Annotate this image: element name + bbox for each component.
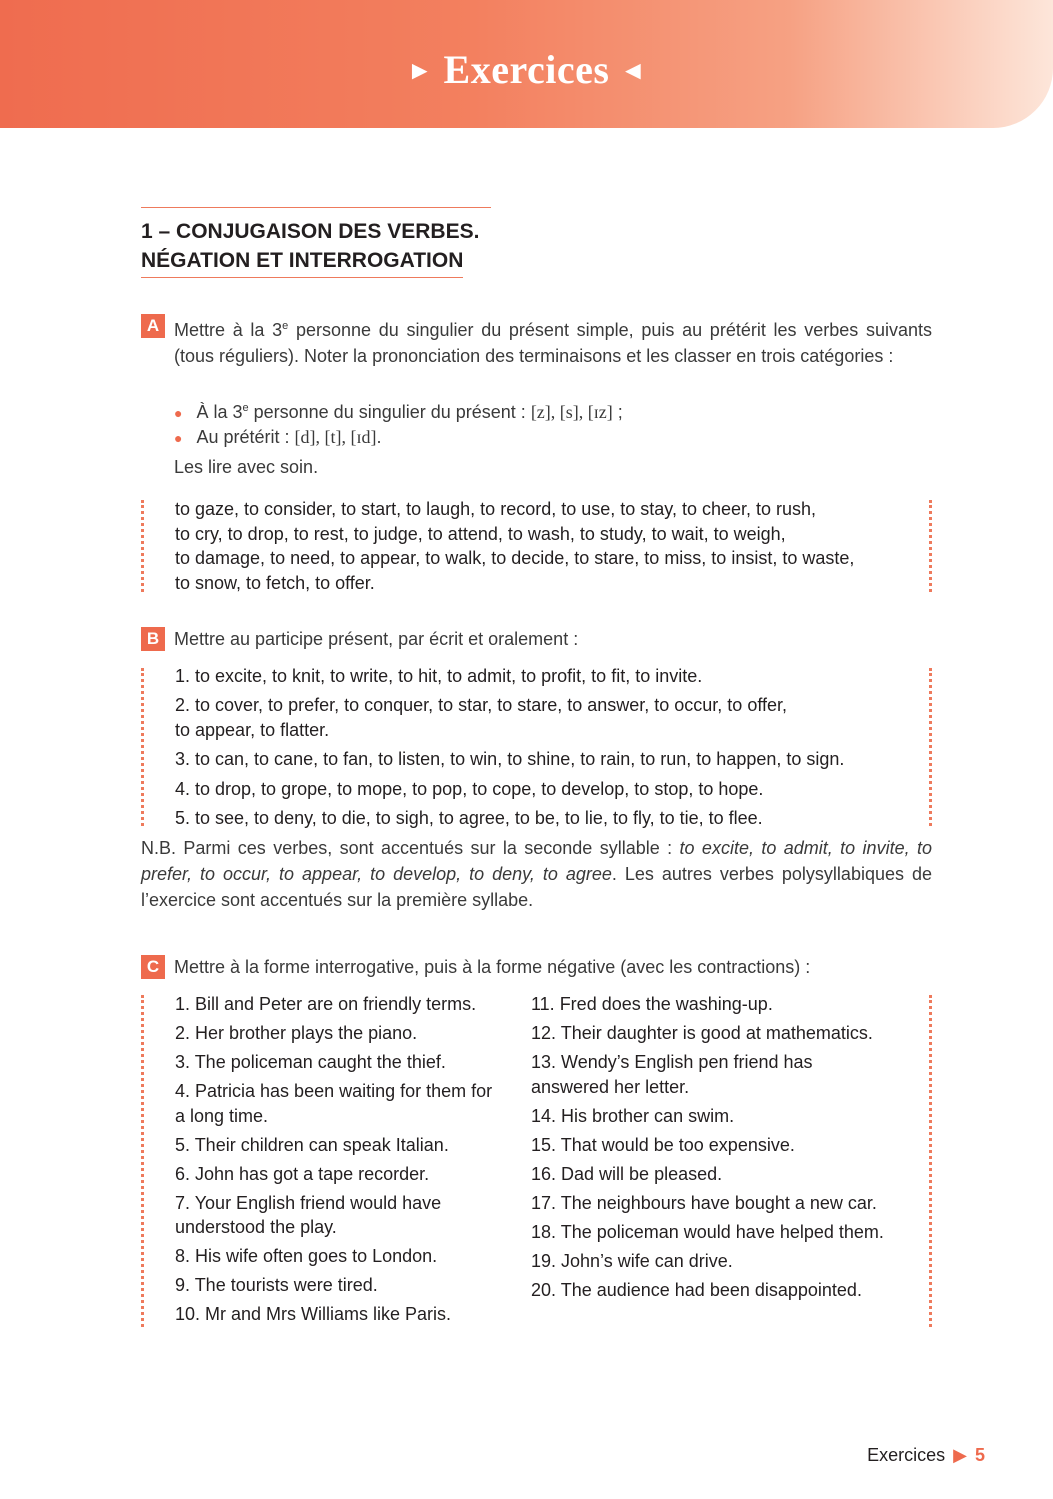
- list-item: 14. His brother can swim.: [531, 1105, 735, 1126]
- list-item: 6. John has got a tape recorder.: [175, 1163, 430, 1184]
- list-item: 9. The tourists were tired.: [175, 1275, 378, 1295]
- exercise-b-item-4: 4. to drop, to grope, to mope, to pop, to cope, to develop, to stop, to hope.: [175, 779, 764, 799]
- exercise-a-instruction-pre: Mettre à la 3: [174, 320, 283, 340]
- bullet-2-end: .: [376, 427, 382, 447]
- nb-text-post: . Les autres verbes polysyllabiques de l’exercice sont accentués sur la première syllabe.: [141, 864, 932, 910]
- exercise-b-instruction: Mettre au participe présent, par écrit et oralement :: [174, 629, 579, 649]
- page-title-text: Exercices: [443, 47, 610, 92]
- exercise-c-right-column: [531, 992, 921, 1307]
- list-item: 19. John’s wife can drive.: [531, 1250, 733, 1271]
- exercise-a-bullet-2: [174, 424, 382, 451]
- exercise-b-badge: B: [141, 627, 165, 651]
- list-item: 13. Wendy’s English pen friend has answered her letter.: [531, 1052, 813, 1097]
- list-item: 7. Your English friend would have understood the play.: [175, 1192, 442, 1237]
- verb-line: to damage, to need, to appear, to walk, to decide, to stare, to miss, to insist, to waste,: [175, 548, 855, 568]
- exercise-c-instruction: Mettre à la forme interrogative, puis à la forme négative (avec les contractions) :: [174, 957, 811, 977]
- bullet-1-sup: e: [242, 402, 249, 414]
- box-b-left-border: [141, 668, 144, 826]
- exercise-a-verbs: [175, 497, 854, 595]
- box-c-left-border: [141, 995, 144, 1327]
- bullet-1-end: ;: [612, 402, 623, 422]
- nb-text-italic: to excite, to admit, to invite, to prefer, to occur, to appear, to develop, to deny, to agree: [141, 838, 932, 884]
- verb-line: to cry, to drop, to rest, to judge, to attend, to wash, to study, to wait, to weigh,: [175, 523, 786, 544]
- page-footer: [867, 1442, 985, 1468]
- section-heading-line1: 1 – CONJUGAISON DES VERBES.: [141, 220, 480, 243]
- left-triangle-icon: ◄: [619, 56, 647, 85]
- exercise-c-badge: C: [141, 955, 165, 979]
- section-heading: [141, 207, 491, 278]
- exercise-b-note: [141, 835, 932, 913]
- header-banner: [0, 0, 1053, 128]
- bullet-dot-icon: ●: [174, 430, 183, 446]
- box-a-right-border: [929, 500, 932, 592]
- section-heading-line2: NÉGATION ET INTERROGATION: [141, 246, 463, 278]
- bullet-2-pre: Au prétérit :: [196, 427, 295, 447]
- exercise-b-item-2a: 2. to cover, to prefer, to conquer, to star, to stare, to answer, to occur, to offer,: [175, 695, 788, 715]
- list-item: 8. His wife often goes to London.: [175, 1246, 438, 1266]
- exercise-b-item-5: 5. to see, to deny, to die, to sigh, to agree, to be, to lie, to fly, to tie, to flee.: [175, 808, 763, 828]
- list-item: 5. Their children can speak Italian.: [175, 1134, 449, 1155]
- exercise-b-item-1: 1. to excite, to knit, to write, to hit, to admit, to profit, to fit, to invite.: [175, 666, 703, 686]
- list-item: 10. Mr and Mrs Williams like Paris.: [175, 1304, 452, 1324]
- list-item: 1. Bill and Peter are on friendly terms.: [175, 994, 477, 1014]
- verb-line: to snow, to fetch, to offer.: [175, 572, 375, 593]
- list-item: 15. That would be too expensive.: [531, 1134, 795, 1155]
- page-number: 5: [974, 1445, 985, 1465]
- page-title: [0, 40, 1053, 101]
- bullet-1-phonetics: [z], [s], [ɪz]: [530, 402, 613, 422]
- list-item: 20. The audience had been disappointed.: [531, 1279, 862, 1300]
- exercise-b-item-2b: to appear, to flatter.: [175, 720, 330, 740]
- box-b-right-border: [929, 668, 932, 826]
- list-item: 11. Fred does the washing-up.: [531, 994, 773, 1014]
- verb-line: to gaze, to consider, to start, to laugh, to record, to use, to stay, to cheer, to rush,: [175, 499, 817, 519]
- box-c-right-border: [929, 995, 932, 1327]
- exercise-c-left-column: [175, 992, 505, 1331]
- exercise-a-badge: A: [141, 314, 165, 338]
- footer-label: Exercices: [867, 1445, 946, 1465]
- box-a-left-border: [141, 500, 144, 592]
- bullet-1-mid: personne du singulier du présent :: [248, 402, 531, 422]
- list-item: 18. The policeman would have helped them.: [531, 1221, 884, 1242]
- bullet-dot-icon: ●: [174, 405, 183, 421]
- list-item: 3. The policeman caught the thief.: [175, 1052, 446, 1072]
- exercise-a-instruction: [174, 313, 932, 369]
- list-item: 12. Their daughter is good at mathematics.: [531, 1023, 873, 1043]
- exercise-a-bullet-1: [174, 395, 623, 426]
- list-item: 17. The neighbours have bought a new car.: [531, 1192, 877, 1213]
- bullet-2-phonetics: [d], [t], [ɪd]: [294, 427, 377, 447]
- exercise-a-note: Les lire avec soin.: [174, 457, 319, 477]
- list-item: 2. Her brother plays the piano.: [175, 1023, 418, 1043]
- exercise-b-item-3: 3. to can, to cane, to fan, to listen, to win, to shine, to rain, to run, to happen, to sign.: [175, 749, 845, 769]
- list-item: 16. Dad will be pleased.: [531, 1163, 723, 1184]
- bullet-1-pre: À la 3: [196, 402, 243, 422]
- right-triangle-icon: ►: [406, 56, 434, 85]
- nb-text-pre: N.B. Parmi ces verbes, sont accentués sur la seconde syllable :: [141, 838, 680, 858]
- exercise-a-sup: e: [282, 320, 289, 332]
- list-item: 4. Patricia has been waiting for them for a long time.: [175, 1081, 493, 1126]
- exercise-a-instruction-post: personne du singulier du présent simple, puis au prétérit les verbes suivants (tous réguliers). Noter la prononciation des terminaisons et les classer en trois catégories :: [174, 320, 933, 366]
- footer-arrow-icon: ▶: [953, 1445, 967, 1465]
